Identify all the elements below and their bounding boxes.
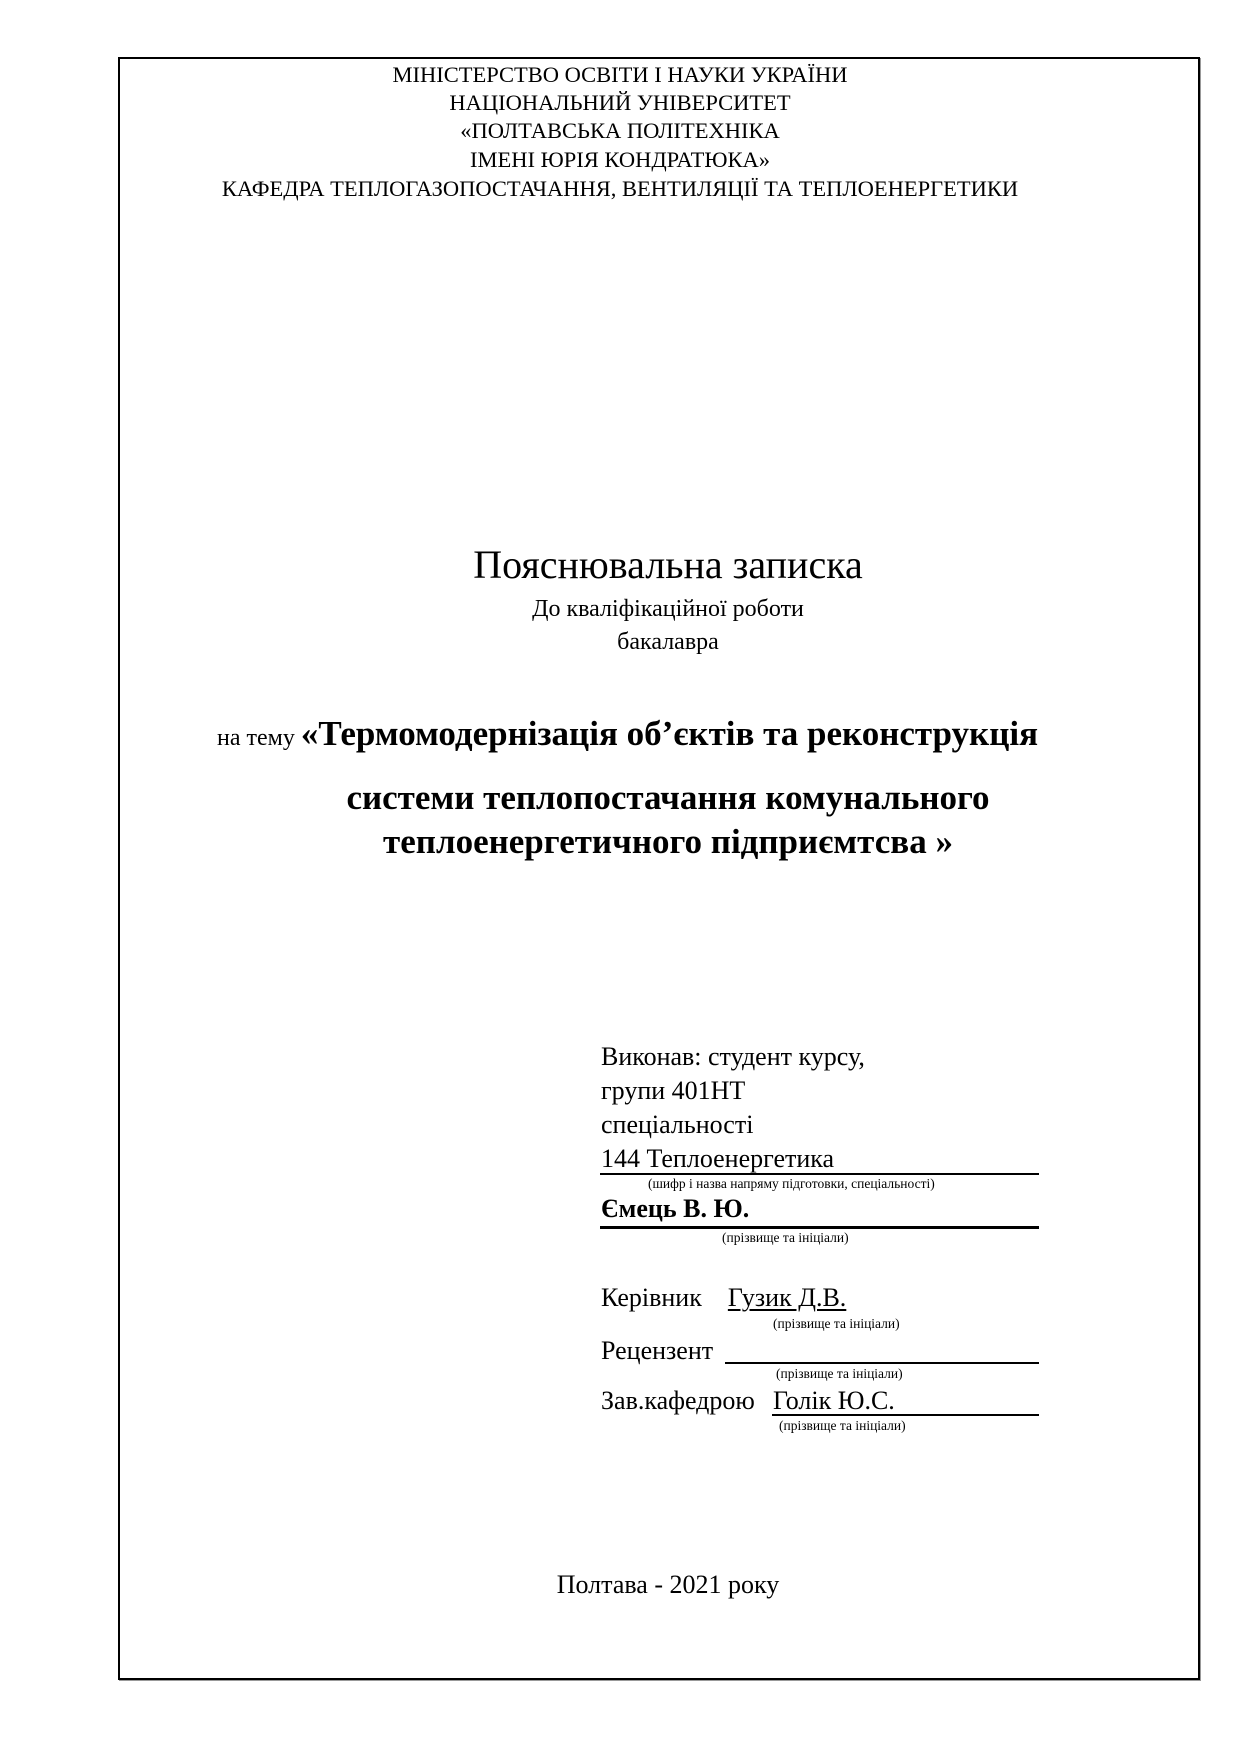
department-line: КАФЕДРА ТЕПЛОГАЗОПОСТАЧАННЯ, ВЕНТИЛЯЦІЇ ТА ТЕПЛОЕНЕРГЕТИКИ: [221, 176, 1019, 201]
ministry-line: МІНІСТЕРСТВО ОСВІТИ І НАУКИ УКРАЇНИ: [392, 62, 848, 87]
head-row: [601, 1385, 755, 1417]
university-name-line-2: ІМЕНІ ЮРІЯ КОНДРАТЮКА»: [470, 147, 770, 172]
reviewer-underline: [725, 1362, 1039, 1364]
group-label: групи 401НТ: [601, 1076, 746, 1105]
supervisor-row: [601, 1282, 856, 1314]
student-name: Ємець В. Ю.: [601, 1194, 750, 1223]
reviewer-label: Рецензент: [601, 1336, 714, 1365]
theme-lead: на тему: [217, 725, 301, 751]
theme-line-1: [217, 713, 1038, 759]
specialty-label: спеціальності: [601, 1110, 754, 1139]
specialty-caption: (шифр і назва напряму підготовки, спеціальності): [648, 1176, 935, 1191]
head-underline: [772, 1414, 1039, 1416]
specialty-value: 144 Теплоенергетика: [601, 1144, 835, 1173]
head-label: Зав.кафедрою: [601, 1386, 755, 1415]
theme-title-part-1: «Термомодернізація об’єктів та реконструкція: [300, 714, 1039, 753]
student-underline: [600, 1226, 1039, 1229]
student-caption: (прізвище та ініціали): [722, 1230, 849, 1245]
university-line: НАЦІОНАЛЬНИЙ УНІВЕРСИТЕТ: [449, 90, 791, 115]
document-degree: бакалавра: [617, 629, 719, 655]
document-title: Пояснювальна записка: [473, 542, 863, 587]
head-caption: (прізвище та ініціали): [779, 1418, 906, 1433]
university-name-line: «ПОЛТАВСЬКА ПОЛІТЕХНІКА: [460, 118, 780, 143]
supervisor-caption: (прізвище та ініціали): [773, 1316, 900, 1331]
supervisor-label: Керівник: [601, 1283, 702, 1312]
theme-line-2: системи теплопостачання комунального: [346, 778, 990, 817]
head-name: Голік Ю.С.: [773, 1386, 895, 1415]
document-subtitle: До кваліфікаційної роботи: [532, 596, 804, 622]
performed-by-label: Виконав: студент курсу,: [601, 1042, 865, 1071]
place-year: Полтава - 2021 року: [556, 1570, 780, 1599]
page-border: [118, 57, 1200, 1680]
supervisor-name: Гузик Д.В.: [727, 1283, 847, 1312]
reviewer-caption: (прізвище та ініціали): [776, 1366, 903, 1381]
theme-line-3: теплоенергетичного підприємтсва »: [383, 822, 953, 861]
specialty-underline: [600, 1173, 1039, 1175]
